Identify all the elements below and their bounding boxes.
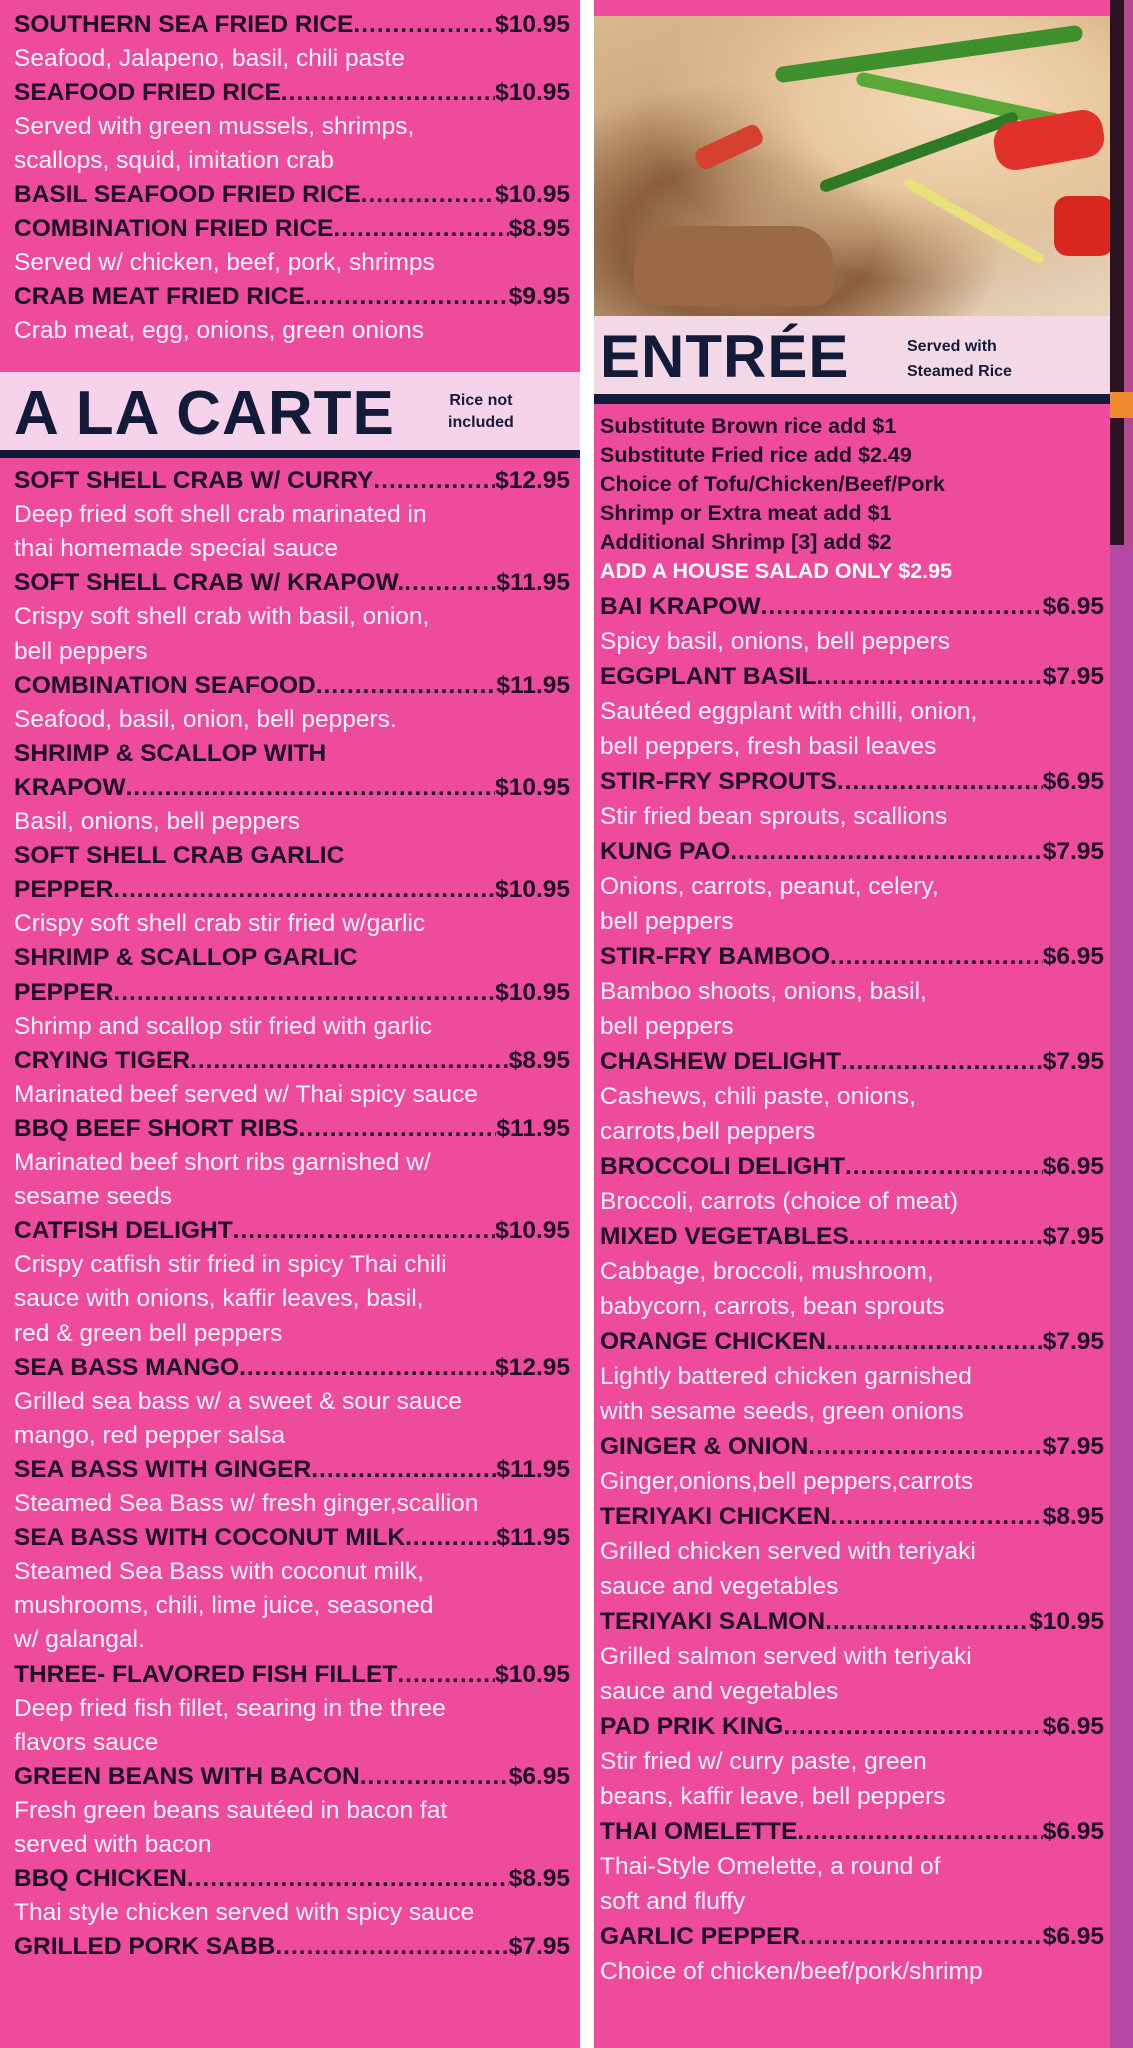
menu-item-description: red & green bell peppers (14, 1319, 283, 1347)
a-la-carte-note-line2: included (448, 414, 514, 431)
menu-item-price: $6.95 (1042, 1923, 1104, 1950)
entree-note-line2: Steamed Rice (907, 363, 1012, 380)
menu-item-leader (808, 1430, 1042, 1464)
menu-item (14, 178, 570, 212)
menu-item-description: Choice of chicken/beef/pork/shrimp (600, 1958, 983, 1985)
menu-item (600, 765, 1104, 799)
menu-item (600, 1605, 1104, 1639)
menu-item (14, 1453, 570, 1487)
a-la-carte-header (0, 372, 580, 450)
menu-item-price: $8.95 (1042, 1503, 1104, 1530)
page-edge (1110, 0, 1133, 2048)
entree-header (594, 316, 1110, 394)
menu-item-row (600, 1815, 1104, 1849)
menu-item-description: beans, kaffir leave, bell peppers (600, 1783, 946, 1810)
menu-item-price: $7.95 (508, 1933, 570, 1961)
menu-item-leader (275, 1930, 508, 1964)
menu-item (14, 873, 570, 907)
menu-item-row (14, 8, 570, 42)
menu-item-description: thai homemade special sauce (14, 535, 339, 563)
menu-item-leader (404, 566, 496, 600)
menu-item (14, 280, 570, 314)
menu-item-row (14, 76, 570, 110)
menu-item (14, 464, 570, 498)
menu-item-price: $10.95 (495, 1217, 570, 1245)
menu-item-price: $12.95 (495, 1353, 570, 1381)
menu-item-leader (361, 178, 495, 212)
menu-item-price: $7.95 (1042, 663, 1104, 690)
menu-item-price: $7.95 (1042, 1223, 1104, 1250)
menu-item-row (14, 1044, 570, 1078)
photo-ginger (902, 177, 1046, 266)
photo-fish (634, 226, 834, 306)
menu-item-leader (316, 669, 497, 703)
extra-line: Substitute Brown rice add $1 (600, 414, 897, 438)
menu-item (14, 1044, 570, 1078)
menu-item-leader (113, 873, 495, 907)
menu-item-row (14, 178, 570, 212)
menu-item-leader (233, 1214, 495, 1248)
menu-item-name: TERIYAKI SALMON (600, 1608, 826, 1635)
menu-item-description: mushrooms, chili, lime juice, seasoned (14, 1592, 434, 1620)
menu-item-row (600, 1325, 1104, 1359)
photo-scallion (774, 25, 1083, 84)
menu-item (14, 1214, 570, 1248)
menu-item (14, 8, 570, 42)
menu-item-description: mango, red pepper salsa (14, 1421, 286, 1449)
menu-item-description: Fresh green beans sautéed in bacon fat (14, 1796, 448, 1824)
menu-item (600, 1325, 1104, 1359)
menu-item-row (600, 660, 1104, 694)
entree-divider (594, 394, 1110, 404)
menu-item-description: sauce with onions, kaffir leaves, basil, (14, 1285, 424, 1313)
menu-item-price: $11.95 (496, 569, 570, 597)
menu-item-leader (311, 1453, 496, 1487)
menu-item-name: SHRIMP & SCALLOP GARLIC (14, 944, 358, 972)
menu-item-row (600, 765, 1104, 799)
menu-item-price: $10.95 (495, 876, 570, 904)
menu-item-leader (797, 1815, 1042, 1849)
menu-item-name: CRAB MEAT FRIED RICE (14, 283, 305, 310)
menu-item-description: Cabbage, broccoli, mushroom, (600, 1258, 934, 1285)
menu-item-description: bell peppers (600, 1013, 734, 1040)
menu-item (600, 1045, 1104, 1079)
menu-item-description: Sautéed eggplant with chilli, onion, (600, 698, 978, 725)
menu-item-description: Crab meat, egg, onions, green onions (14, 317, 424, 344)
menu-item-name: KRAPOW (14, 773, 126, 801)
menu-item-description: Seafood, Jalapeno, basil, chili paste (14, 45, 405, 72)
menu-item-leader (190, 1044, 509, 1078)
menu-item-leader (826, 1325, 1043, 1359)
entree-extras (600, 412, 952, 586)
menu-item-leader (281, 76, 495, 110)
menu-item (14, 76, 570, 110)
menu-item-description: Spicy basil, onions, bell peppers (600, 628, 951, 655)
menu-item-price: $10.95 (495, 773, 570, 801)
menu-item-description: babycorn, carrots, bean sprouts (600, 1293, 945, 1320)
menu-item-description: w/ galangal. (14, 1626, 145, 1654)
menu-item-description: served with bacon (14, 1831, 212, 1858)
menu-item-row (14, 873, 570, 907)
menu-item-description: Thai style chicken served with spicy sauce (14, 1899, 475, 1927)
menu-item-description: Steamed Sea Bass w/ fresh ginger,scallion (14, 1490, 479, 1517)
menu-item-price: $10.95 (495, 79, 570, 106)
extra-line: Choice of Tofu/Chicken/Beef/Pork (600, 472, 945, 496)
menu-item-name: BASIL SEAFOOD FRIED RICE (14, 181, 361, 208)
menu-item-row (14, 1351, 570, 1385)
menu-item-leader (831, 1500, 1043, 1534)
menu-item-name: SOFT SHELL CRAB W/ CURRY (14, 467, 374, 494)
menu-item-description: Broccoli, carrots (choice of meat) (600, 1188, 959, 1215)
menu-item-name: PEPPER (14, 978, 114, 1006)
menu-item-leader (113, 976, 495, 1010)
menu-item-description: Stir fried bean sprouts, scallions (600, 803, 948, 830)
menu-item-name: SHRIMP & SCALLOP WITH (14, 739, 327, 767)
menu-item (14, 1351, 570, 1385)
menu-item (14, 566, 570, 600)
entree-note (907, 334, 1012, 384)
menu-item-name: EGGPLANT BASIL (600, 663, 817, 690)
dish-photo (594, 16, 1110, 316)
entree-note-line1: Served with (907, 338, 997, 355)
menu-item-name: CRYING TIGER (14, 1046, 191, 1074)
menu-item-row (14, 280, 570, 314)
menu-item-price: $7.95 (1042, 838, 1104, 865)
extra-line: Shrimp or Extra meat add $1 (600, 501, 892, 525)
menu-item (600, 1220, 1104, 1254)
menu-item (14, 1862, 570, 1896)
menu-item-price: $8.95 (508, 215, 570, 242)
menu-item-price: $6.95 (1042, 943, 1104, 970)
menu-item-leader (373, 464, 495, 498)
menu-item-name: CATFISH DELIGHT (14, 1217, 233, 1245)
menu-item-description: Ginger,onions,bell peppers,carrots (600, 1468, 974, 1495)
menu-item-row (14, 1112, 570, 1146)
menu-item-name: STIR-FRY BAMBOO (600, 943, 831, 970)
menu-item-leader (397, 1658, 495, 1692)
extra-line: Substitute Fried rice add $2.49 (600, 443, 912, 467)
menu-item-description: Cashews, chili paste, onions, (600, 1083, 916, 1110)
menu-item-description: bell peppers (600, 908, 734, 935)
menu-item-description: Served with green mussels, shrimps, (14, 113, 415, 140)
menu-item-name: SEA BASS WITH GINGER (14, 1455, 312, 1483)
menu-item-price: $8.95 (508, 1865, 570, 1893)
menu-item-name: SOFT SHELL CRAB W/ KRAPOW. (14, 569, 405, 597)
menu-item-leader (816, 660, 1042, 694)
menu-item-name: BROCCOLI DELIGHT (600, 1153, 845, 1180)
menu-item-name: SEA BASS WITH COCONUT MILK (14, 1524, 406, 1552)
menu-item-row (14, 1930, 570, 1964)
menu-item (600, 1710, 1104, 1744)
menu-item (14, 771, 570, 805)
menu-item-name: BBQ BEEF SHORT RIBS (14, 1114, 299, 1142)
menu-item-description: Shrimp and scallop stir fried with garlic (14, 1012, 433, 1040)
menu-item-price: $10.95 (495, 11, 570, 38)
menu-item-row (14, 771, 570, 805)
menu-item-name: GINGER & ONION (600, 1433, 809, 1460)
menu-item-description: scallops, squid, imitation crab (14, 147, 335, 174)
menu-item-name: COMBINATION SEAFOOD (14, 671, 316, 699)
menu-item-price: $8.95 (508, 1046, 570, 1074)
edge-strip (1110, 545, 1133, 2048)
menu-item-leader (830, 940, 1043, 974)
menu-item (14, 1930, 570, 1964)
menu-item-name: GREEN BEANS WITH BACON (14, 1762, 360, 1790)
menu-item-row (600, 1920, 1104, 1954)
right-menu-panel (594, 0, 1110, 2048)
menu-item-price: $10.95 (1029, 1608, 1104, 1635)
extra-line: Additional Shrimp [3] add $2 (600, 530, 892, 554)
menu-item-row (14, 1862, 570, 1896)
menu-item-price: $6.95 (1042, 1713, 1104, 1740)
menu-item-row (14, 566, 570, 600)
menu-item-leader (360, 1760, 509, 1794)
menu-item-row (600, 590, 1104, 624)
menu-item-row (600, 940, 1104, 974)
menu-item (14, 1760, 570, 1794)
menu-item-description: Steamed Sea Bass with coconut milk, (14, 1558, 424, 1586)
menu-item-row (14, 1214, 570, 1248)
menu-item-name: BBQ CHICKEN (14, 1865, 187, 1893)
photo-scallion (818, 110, 1019, 193)
menu-item (600, 660, 1104, 694)
menu-item-description: bell peppers, fresh basil leaves (600, 733, 937, 760)
menu-item-description: Bamboo shoots, onions, basil, (600, 978, 927, 1005)
menu-item-leader (825, 1605, 1029, 1639)
entree-title: ENTRÉE (600, 323, 850, 390)
menu-item-row (600, 835, 1104, 869)
menu-item-description: with sesame seeds, green onions (600, 1398, 964, 1425)
menu-item-description: Crispy catfish stir fried in spicy Thai chili (14, 1251, 447, 1279)
menu-item-name: SEAFOOD FRIED RICE (14, 79, 281, 106)
menu-item-price: $7.95 (1042, 1328, 1104, 1355)
menu-item-leader (299, 1112, 497, 1146)
menu-item-row (14, 976, 570, 1010)
a-la-carte-note-line1: Rice not (449, 392, 513, 409)
edge-tab (1110, 392, 1133, 418)
menu-item-description: flavors sauce (14, 1728, 159, 1756)
menu-item-row (600, 1710, 1104, 1744)
menu-item-description: sesame seeds (14, 1183, 172, 1211)
menu-item-row (14, 1521, 570, 1555)
menu-item-description: Deep fried fish fillet, searing in the three (14, 1694, 446, 1722)
menu-item-row (600, 1500, 1104, 1534)
menu-item-description: Thai-Style Omelette, a round of (600, 1853, 941, 1880)
menu-item-price: $6.95 (1042, 1153, 1104, 1180)
menu-item-description: carrots,bell peppers (600, 1118, 816, 1145)
menu-item-name: GARLIC PEPPER (600, 1923, 801, 1950)
menu-item-row (14, 1658, 570, 1692)
menu-item-price: $10.95 (495, 978, 570, 1006)
menu-item-name: GRILLED PORK SABB (14, 1933, 276, 1961)
menu-item-price: $6.95 (1042, 593, 1104, 620)
menu-item-price: $11.95 (496, 1455, 570, 1483)
menu-item-row (600, 1430, 1104, 1464)
menu-item-description: Onions, carrots, peanut, celery, (600, 873, 939, 900)
menu-item-price: $11.95 (496, 1524, 570, 1552)
menu-item-name: STIR-FRY SPROUTS (600, 768, 837, 795)
menu-item-row (14, 669, 570, 703)
menu-item-price: $11.95 (496, 1114, 570, 1142)
menu-item (14, 212, 570, 246)
menu-item-leader (126, 771, 495, 805)
menu-item (600, 1430, 1104, 1464)
menu-item (600, 1150, 1104, 1184)
menu-item-name: THAI OMELETTE (600, 1818, 798, 1845)
menu-item-name: PAD PRIK KING (600, 1713, 784, 1740)
menu-item-description: Marinated beef served w/ Thai spicy sauce (14, 1080, 478, 1108)
menu-item-leader (837, 765, 1043, 799)
menu-item-name: SEA BASS MANGO (14, 1353, 240, 1381)
menu-item-price: $6.95 (508, 1762, 570, 1790)
menu-item-price: $12.95 (495, 467, 570, 494)
menu-item (14, 1112, 570, 1146)
menu-item-price: $10.95 (495, 181, 570, 208)
menu-item-leader (845, 1150, 1043, 1184)
photo-red-pepper (693, 122, 766, 172)
menu-item-price: $9.95 (508, 283, 570, 310)
menu-item-row (600, 1605, 1104, 1639)
menu-item-description: Stir fried w/ curry paste, green (600, 1748, 927, 1775)
menu-item-price: $11.95 (496, 671, 570, 699)
menu-item-name: COMBINATION FRIED RICE (14, 215, 334, 242)
menu-item (600, 1815, 1104, 1849)
menu-item-leader (841, 1045, 1043, 1079)
menu-item-description: Grilled chicken served with teriyaki (600, 1538, 976, 1565)
menu-item-leader (187, 1862, 509, 1896)
menu-item-row (600, 1045, 1104, 1079)
menu-item-name: TERIYAKI CHICKEN (600, 1503, 831, 1530)
menu-item-leader (405, 1521, 496, 1555)
menu-item-description: Deep fried soft shell crab marinated in (14, 501, 427, 529)
menu-item-row (14, 464, 570, 498)
menu-item-name: SOUTHERN SEA FRIED RICE (14, 11, 354, 38)
menu-item-price: $6.95 (1042, 1818, 1104, 1845)
menu-item-name: THREE- FLAVORED FISH FILLET (14, 1660, 398, 1688)
menu-item (14, 976, 570, 1010)
menu-item-name: PEPPER (14, 876, 114, 904)
house-salad-note: ADD A HOUSE SALAD ONLY $2.95 (600, 559, 953, 583)
menu-item-name: MIXED VEGETABLES (600, 1223, 849, 1250)
menu-item-description: Marinated beef short ribs garnished w/ (14, 1149, 431, 1176)
menu-item-leader (730, 835, 1042, 869)
menu-item-description: sauce and vegetables (600, 1678, 839, 1705)
menu-item-description: Seafood, basil, onion, bell peppers. (14, 705, 397, 733)
menu-item-row (600, 1150, 1104, 1184)
menu-item-price: $10.95 (495, 1660, 570, 1688)
menu-item (600, 590, 1104, 624)
menu-item-row (14, 1760, 570, 1794)
menu-item-leader (333, 212, 508, 246)
menu-item-name: ORANGE CHICKEN (600, 1328, 826, 1355)
menu-item-description: Served w/ chicken, beef, pork, shrimps (14, 249, 435, 276)
menu-item-row (14, 1453, 570, 1487)
a-la-carte-title: A LA CARTE (14, 379, 395, 448)
menu-item-description: Grilled salmon served with teriyaki (600, 1643, 972, 1670)
menu-item-leader (353, 8, 495, 42)
menu-item (14, 669, 570, 703)
menu-item-leader (239, 1351, 495, 1385)
menu-item-price: $6.95 (1042, 768, 1104, 795)
menu-item-name: BAI KRAPOW (600, 593, 761, 620)
photo-red-pepper (1054, 196, 1110, 256)
menu-item-description: soft and fluffy (600, 1888, 746, 1915)
menu-item-price: $7.95 (1042, 1433, 1104, 1460)
menu-item-leader (305, 280, 509, 314)
menu-item-row (600, 1220, 1104, 1254)
menu-item-leader (761, 590, 1043, 624)
a-la-carte-note (448, 390, 514, 434)
menu-item-description: sauce and vegetables (600, 1573, 839, 1600)
menu-item-leader (783, 1710, 1042, 1744)
menu-item-row (14, 212, 570, 246)
menu-item-name: SOFT SHELL CRAB GARLIC (14, 842, 345, 870)
menu-item-name: KUNG PAO (600, 838, 731, 865)
menu-item (14, 1521, 570, 1555)
menu-item-description: bell peppers (14, 637, 148, 665)
menu-item-description: Crispy soft shell crab stir fried w/garlic (14, 910, 426, 938)
menu-item-price: $7.95 (1042, 1048, 1104, 1075)
menu-item-leader (800, 1920, 1043, 1954)
menu-item (600, 940, 1104, 974)
menu-item-name: CHASHEW DELIGHT (600, 1048, 841, 1075)
menu-item (600, 835, 1104, 869)
menu-item (600, 1920, 1104, 1954)
a-la-carte-divider (0, 450, 580, 458)
menu-item-description: Lightly battered chicken garnished (600, 1363, 972, 1390)
menu-item-description: Grilled sea bass w/ a sweet & sour sauce (14, 1387, 463, 1415)
menu-item-description: Crispy soft shell crab with basil, onion, (14, 603, 430, 631)
menu-item-description: Basil, onions, bell peppers (14, 808, 301, 835)
menu-item (600, 1500, 1104, 1534)
menu-item-leader (849, 1220, 1043, 1254)
menu-item (14, 1658, 570, 1692)
